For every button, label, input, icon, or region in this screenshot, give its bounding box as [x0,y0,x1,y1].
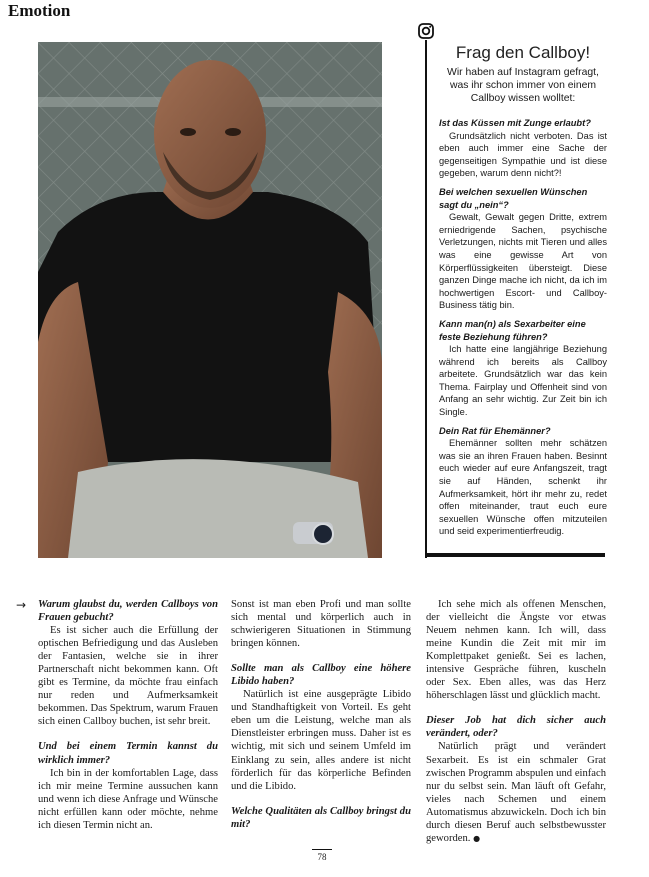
sidebar-rule [425,40,427,558]
sidebar-intro: Wir haben auf Instagram gefragt, was ihr schon immer von einem Callboy wissen wolltet: [447,67,599,104]
sidebar-question: Kann man(n) als Sexarbeiter eine feste Beziehung führen? [439,318,586,342]
sidebar-bottom-rule [425,553,605,557]
interview-answer: Sonst ist man eben Profi und man sollte sich mental und körperlich auch in schwierigeren Situationen in Stimmung bringen können. [231,599,411,650]
instagram-icon [417,22,435,40]
interview-question: Warum glaubst du, werden Callboys von Frauen gebucht? [38,599,218,624]
sidebar-answer: Gewalt, Gewalt gegen Dritte, extrem erniedrigende Sachen, psychische Verletzungen, nichts mit Tieren und alles was eine gewisse Art von Körperflüssigkeiten übersteigt. Diese ganzen Dinge mache ich nicht, da ich im hochwertigen Escort- und Callboy-Business tätig bin. [439,212,607,311]
sidebar-answer: Grundsätzlich nicht verboten. Das ist eben auch immer eine Sache der gegenseitigen Sympathie und ist diese gegeben, warum denn nicht?! [439,130,607,179]
interview-question: Welche Qualitäten als Callboy bringst du mit? [231,805,411,830]
portrait-photo [38,42,382,558]
sidebar-answer: Ich hatte eine langjährige Beziehung während ich bereits als Callboy arbeitete. Grundsätzlich war das kein Thema. Fairplay und Offenheit sind von Anfang an sehr wichtig. Zur Zeit bin ich Single. [439,344,607,418]
interview-answer [426,740,606,844]
end-bullet-icon: ● [473,833,481,843]
section-title: Emotion [8,1,71,20]
interview-answer-text: Natürlich prägt und verändert Sexarbeit. Es ist ein schmaler Grat zwischen Programm abspulen und einfach nur du selbst sein. Man läuft oft Gefahr, vieles nach Schemen und einem Automatismus abzuwickeln. Doch ich bin durch diesen Beruf auch selbstbewusster geworden. [426,741,606,844]
sidebar-box [439,42,607,544]
continue-arrow-icon: → [16,598,27,612]
article-column-3 [426,598,606,845]
article-column-2 [231,598,411,831]
sidebar-question: Ist das Küssen mit Zunge erlaubt? [439,118,591,128]
interview-answer: Ich bin in der komfortablen Lage, dass ich mir meine Termine aussuchen kann und wenn ich diese Anfrage und Wünsche nicht erfüllen kann oder möchte, nehme ich diesen Termin nicht an. [38,767,218,831]
interview-question: Dieser Job hat dich sicher auch verändert, oder? [426,715,606,740]
page-number: 78 [312,849,332,862]
interview-answer: Natürlich ist eine ausgeprägte Libido und Standhaftigkeit von Vorteil. Es geht eben um die Leistung, welche man als Dienstleister erbringen muss. Daher ist es wichtig, mit sich und seinem Umfeld im Einklang zu sein, alles andere ist nicht förderlich für das körperliche Befinden und die Libido. [231,689,411,792]
sidebar-question: Dein Rat für Ehemänner? [439,425,551,436]
portrait-illustration [38,42,382,558]
interview-question: Sollte man als Callboy eine höhere Libido haben? [231,663,411,688]
sidebar-answer: Ehemänner sollten mehr schätzen was sie an ihren Frauen haben. Besinnt euch wieder auf eure Anfangszeit, tragt sie auf Händen, schenkt ihr Aufmerksamkeit, hört ihr mehr zu, redet offen miteinander, traut euch eure sexuellen Wünsche offen mitzuteilen und seid experimentierfreudig. [439,438,607,537]
interview-answer: Ich sehe mich als offenen Menschen, der vielleicht die Ängste vor etwas Neuem nehmen kann. Ich will, dass meine Kundin die Zeit mit mir im Komplettpaket genießt. Sei es lachen, intensive Gespräche führen, kuscheln oder Sex. Eben alles, was das Herz höherschlagen lässt und glücklich macht. [426,599,606,702]
interview-answer: Es ist sicher auch die Erfüllung der optischen Befriedigung und das Ausleben der Fantasien, welche sie in ihrer Partnerschaft nicht bekommen kann. Oft gibt es Termine, da möchte frau einfach nur reden und Aufmerksamkeit bekommen. Das Spektrum, warum Frauen sich einen Callboy buchen, ist sehr breit. [38,625,218,728]
sidebar-title: Frag den Callboy! [455,43,591,62]
article-column-1 [38,598,218,844]
sidebar-question: Bei welchen sexuellen Wünschen sagt du „nein“? [439,186,588,210]
interview-question: Und bei einem Termin kannst du wirklich immer? [38,741,218,766]
